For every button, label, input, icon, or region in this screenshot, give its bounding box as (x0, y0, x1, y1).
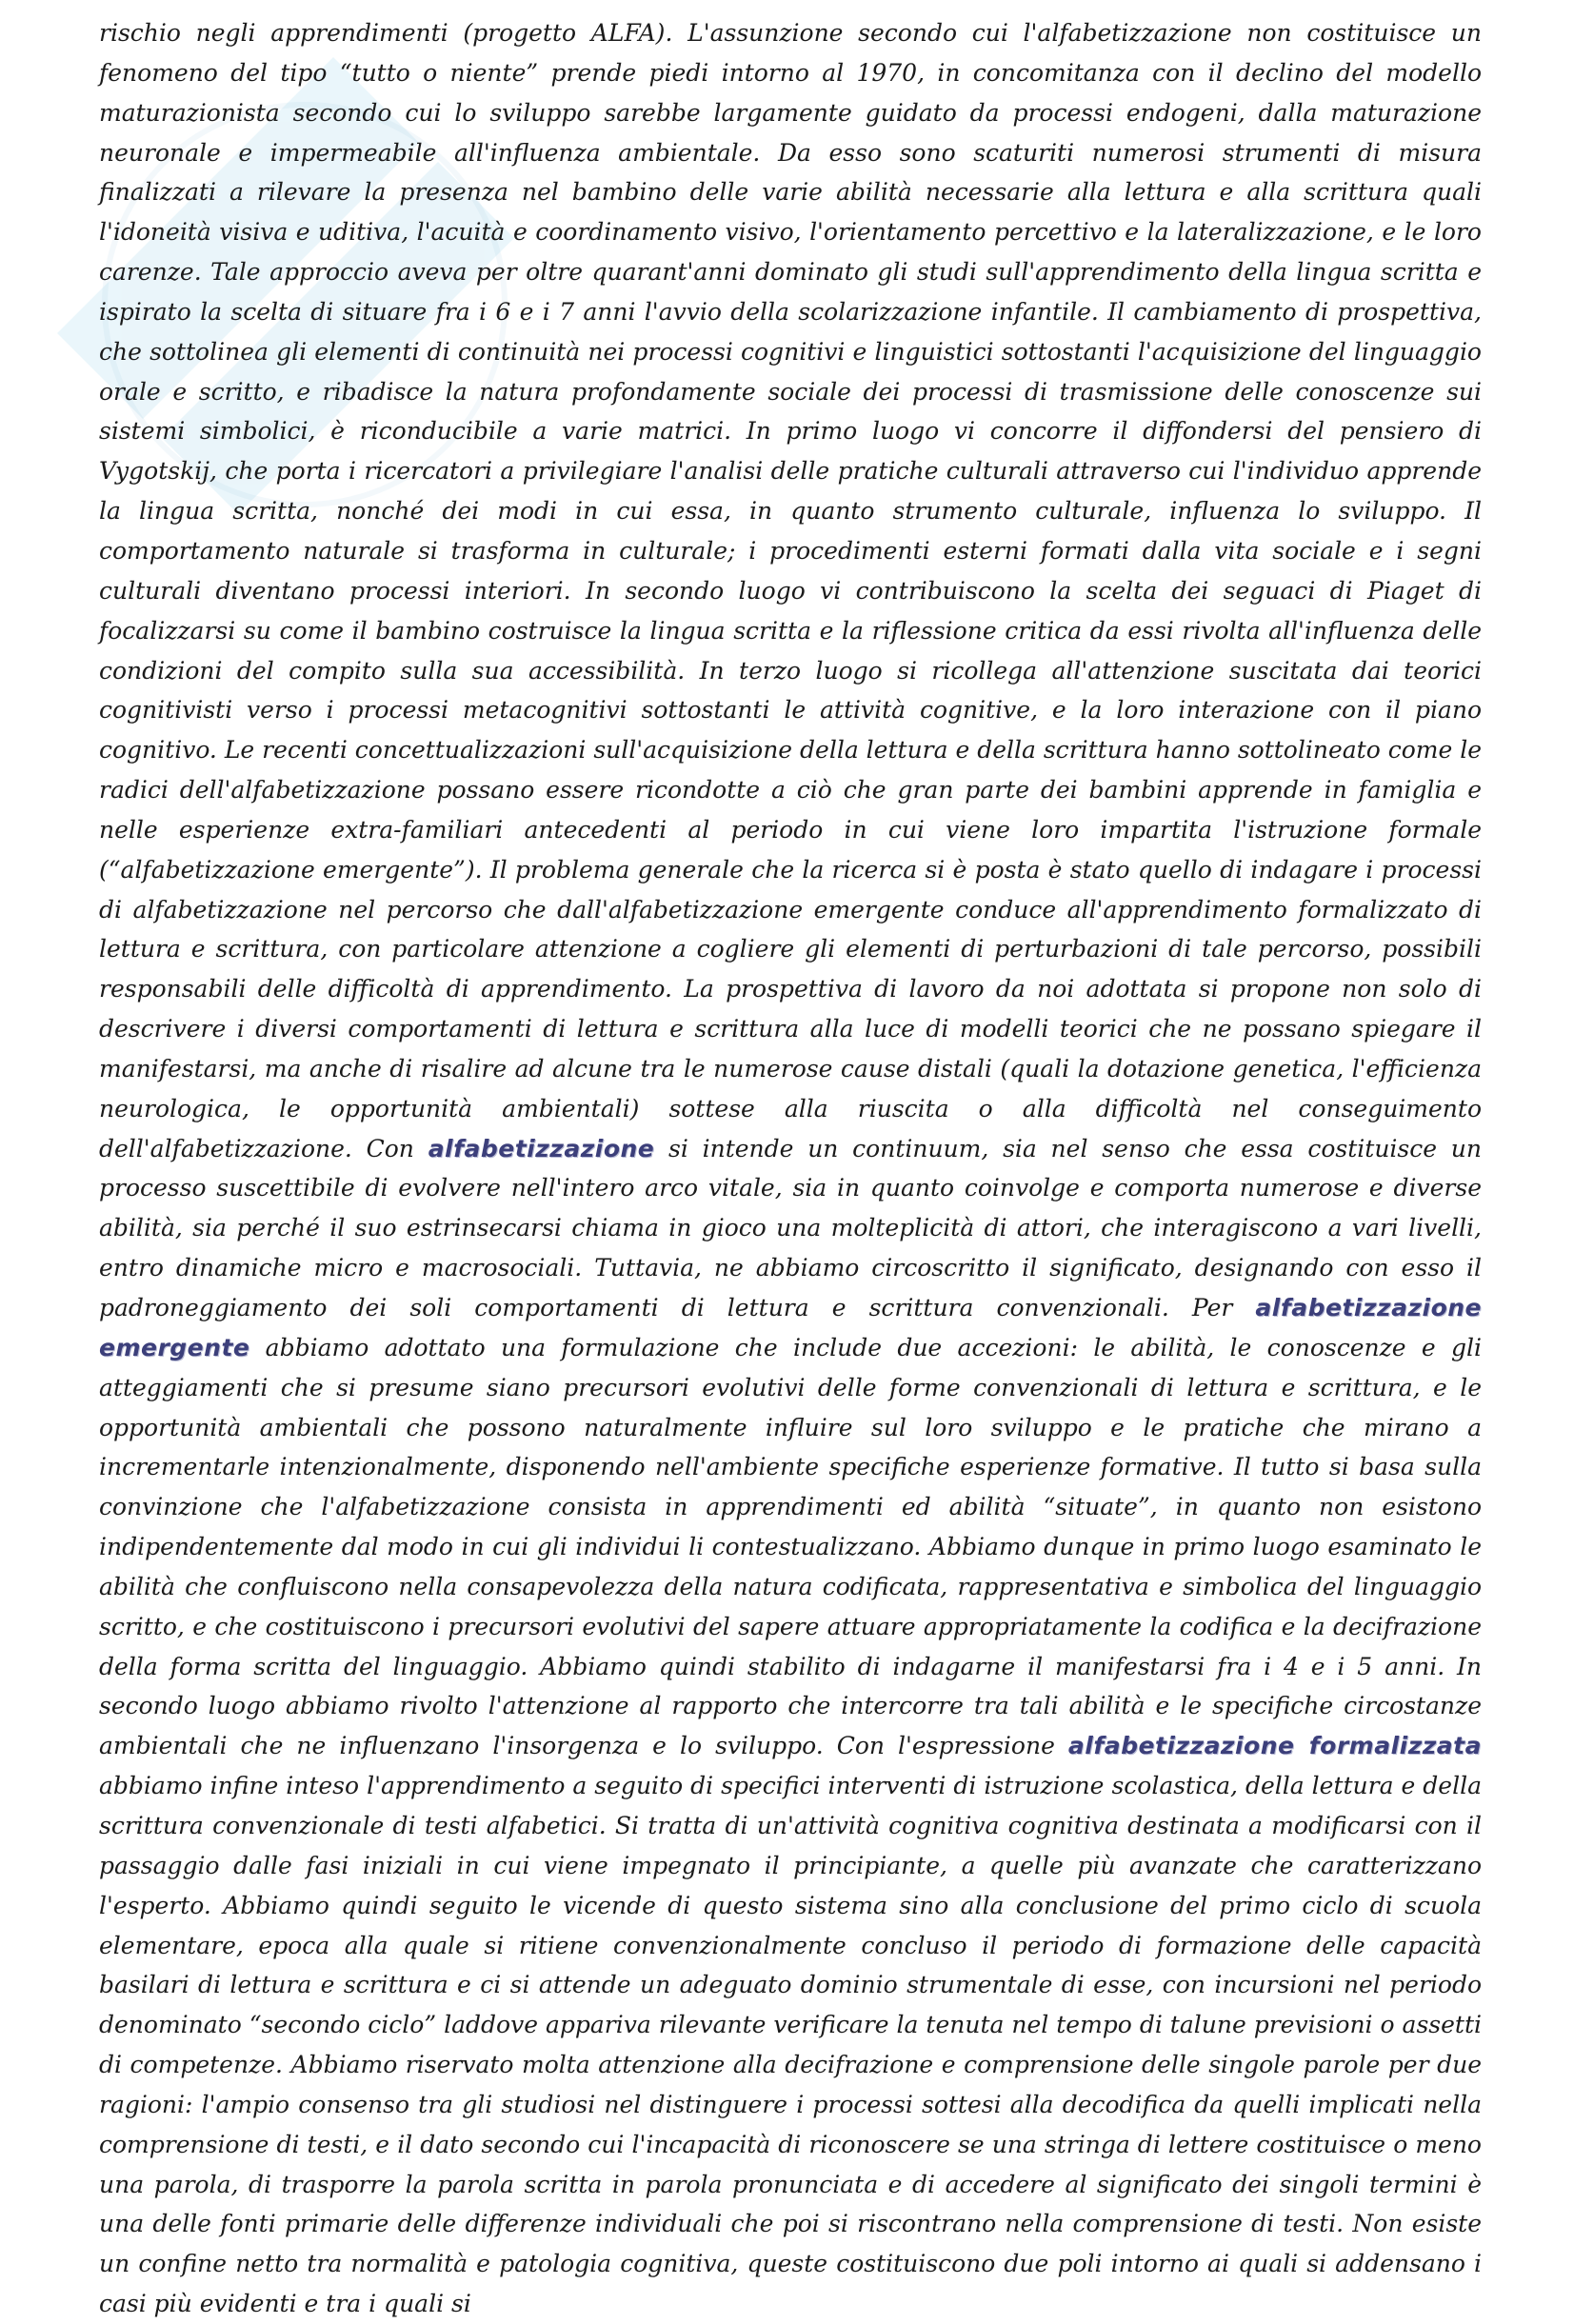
text-run-2: si intende un continuum, sia nel senso che essa costituisce un processo suscettibile di evolvere nell'intero arco vitale, sia in quanto coinvolge e comporta numerose e diverse abilità, sia perché il suo estrinsecarsi chiama in gioco una molteplicità di attori, che interagiscono a vari livelli, entro dinamiche micro e macrosociali. Tuttavia, ne abbiamo circoscritto il significato, designando con esso il padroneggiamento dei soli comportamenti di lettura e scrittura convenzionali. Per (99, 1134, 1483, 1321)
term-alfabetizzazione-formalizzata: alfabetizzazione formalizzata (1067, 1732, 1483, 1760)
text-run-4: abbiamo infine inteso l'apprendimento a seguito di specifici interventi di istruzione scolastica, della lettura e della scrittura convenzionale di testi alfabetici. Si tratta di un'attività cognitiva cognitiva destinata a modificarsi con il passaggio dalle fasi iniziali in cui viene impegnato il principiante, a quelle più avanzate che caratterizzano l'esperto. Abbiamo quindi seguito le vicende di questo sistema sino alla conclusione del primo ciclo di scuola elementare, epoca alla quale si ritiene convenzionalmente concluso il periodo di formazione delle capacità basilari di lettura e scrittura e ci si attende un adeguato dominio strumentale di esse, con incursioni nel periodo denominato “secondo ciclo” laddove appariva rilevante verificare la tenuta nel tempo di talune previsioni o assetti di competenze. Abbiamo riservato molta attenzione alla decifrazione e comprensione delle singole parole per due ragioni: l'ampio consenso tra gli studiosi nel distinguere i processi sottesi alla decodifica da quelli implicati nella comprensione di testi, e il dato secondo cui l'incapacità di riconoscere se una stringa di lettere costituisce o meno una parola, di trasporre la parola scritta in parola pronunciata e di accedere al significato dei singoli termini è una delle fonti primarie delle differenze individuali che poi si riscontrano nella comprensione di testi. Non esiste un confine netto tra normalità e patologia cognitiva, queste costituiscono due poli intorno ai quali si addensano i casi più evidenti e tra i quali si (99, 1772, 1482, 2318)
text-run-3: abbiamo adottato una formulazione che include due accezioni: le abilità, le conoscenze e gli atteggiamenti che si presume siano precursori evolutivi delle forme convenzionali di lettura e scrittura, e le opportunità ambientali che possono naturalmente influire sul loro sviluppo e le pratiche che mirano a incrementarle intenzionalmente, disponendo nell'ambiente specifiche esperienze formative. Il tutto si basa sulla convinzione che l'alfabetizzazione consista in apprendimenti ed abilità “situate”, in quanto non esistono indipendentemente dal modo in cui gli individui li contestualizzano. Abbiamo dunque in primo luogo esaminato le abilità che confluiscono nella consapevolezza della natura codificata, rappresentativa e simbolica del linguaggio scritto, e che costituiscono i precursori evolutivi del sapere attuare appropriatamente la codifica e la decifrazione della forma scritta del linguaggio. Abbiamo quindi stabilito di indagarne il manifestarsi fra i 4 e i 5 anni. In secondo luogo abbiamo rivolto l'attenzione al rapporto che intercorre tra tali abilità e le specifiche circostanze ambientali che ne influenzano l'insorgenza e lo sviluppo. Con l'espressione (99, 1333, 1482, 1760)
text-run-1: rischio negli apprendimenti (progetto ALFA). L'assunzione secondo cui l'alfabetizzazione non costituisce un fenomeno del tipo “tutto o niente” prende piedi intorno al 1970, in concomitanza con il declino del modello maturazionista secondo cui lo sviluppo sarebbe largamente guidato da processi endogeni, dalla maturazione neuronale e impermeabile all'influenza ambientale. Da esso sono scaturiti numerosi strumenti di misura finalizzati a rilevare la presenza nel bambino delle varie abilità necessarie alla lettura e alla scrittura quali l'idoneità visiva e uditiva, l'acuità e coordinamento visivo, l'orientamento percettivo e la lateralizzazione, e le loro carenze. Tale approccio aveva per oltre quarant'anni dominato gli studi sull'apprendimento della lingua scritta e ispirato la scelta di situare fra i 6 e i 7 anni l'avvio della scolarizzazione infantile. Il cambiamento di prospettiva, che sottolinea gli elementi di continuità nei processi cognitivi e linguistici sottostanti l'acquisizione del linguaggio orale e scritto, e ribadisce la natura profondamente sociale dei processi di trasmissione delle conoscenze sui sistemi simbolici, è riconducibile a varie matrici. In primo luogo vi concorre il diffondersi del pensiero di Vygotskij, che porta i ricercatori a privilegiare l'analisi delle pratiche culturali attraverso cui l'individuo apprende la lingua scritta, nonché dei modi in cui essa, in quanto strumento culturale, influenza lo sviluppo. Il comportamento naturale si trasforma in culturale; i procedimenti esterni formati dalla vita sociale e i segni culturali diventano processi interiori. In secondo luogo vi contribuiscono la scelta dei seguaci di Piaget di focalizzarsi su come il bambino costruisce la lingua scritta e la riflessione critica da essi rivolta all'influenza delle condizioni del compito sulla sua accessibilità. In terzo luogo si ricollega all'attenzione suscitata dai teorici cognitivisti verso i processi metacognitivi sottostanti le attività cognitive, e la loro interazione con il piano cognitivo. Le recenti concettualizzazioni sull'acquisizione della lettura e della scrittura hanno sottolineato come le radici dell'alfabetizzazione possano essere ricondotte a ciò che gran parte dei bambini apprende in famiglia e nelle esperienze extra-familiari antecedenti al periodo in cui viene loro impartita l'istruzione formale (“alfabetizzazione emergente”). Il problema generale che la ricerca si è posta è stato quello di indagare i processi di alfabetizzazione nel percorso che dall'alfabetizzazione emergente conduce all'apprendimento formalizzato di lettura e scrittura, con particolare attenzione a cogliere gli elementi di perturbazioni di tale percorso, possibili responsabili delle difficoltà di apprendimento. La prospettiva di lavoro da noi adottata si propone non solo di descrivere i diversi comportamenti di lettura e scrittura alla luce di modelli teorici che ne possano spiegare il manifestarsi, ma anche di risalire ad alcune tra le numerose cause distali (quali la dotazione genetica, l'efficienza neurologica, le opportunità ambientali) sottese alla riuscita o alla difficoltà nel conseguimento dell'alfabetizzazione. Con (99, 19, 1482, 1162)
term-alfabetizzazione-emergente: alfabetizzazione emergente (99, 1294, 1482, 1361)
term-alfabetizzazione: alfabetizzazione (428, 1134, 655, 1162)
body-paragraph (99, 13, 1482, 2324)
